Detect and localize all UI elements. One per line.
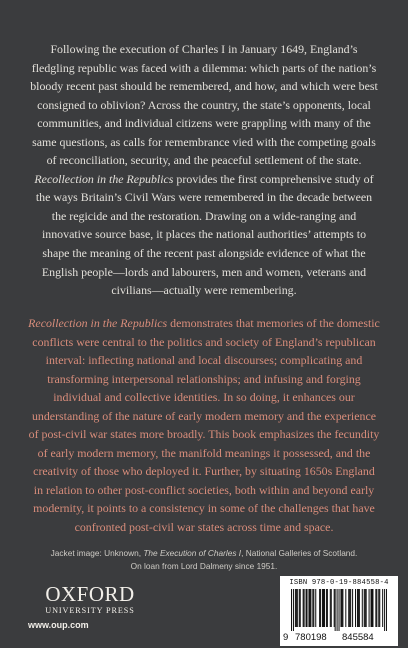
barcode-bar [315, 589, 316, 627]
barcode-bar [386, 589, 387, 631]
barcode-bar [345, 589, 346, 627]
barcode-bar [350, 589, 351, 627]
barcode-bar [357, 589, 358, 627]
barcode-bar [331, 589, 332, 627]
barcode-bar [371, 589, 372, 627]
publisher-name: OXFORD [45, 582, 135, 606]
credit-work-title: The Execution of Charles I [143, 548, 242, 558]
barcode-bar [375, 589, 376, 627]
credit-suffix: , National Galleries of Scotland. [241, 548, 358, 558]
barcode-bar [371, 589, 372, 627]
barcode-bar [337, 589, 338, 631]
barcode-bar [320, 589, 321, 627]
barcode-bar [340, 589, 341, 627]
barcode-bar [359, 589, 360, 627]
blurb-p1-book-title: Recollection in the Republics [34, 171, 174, 186]
barcode-bar [341, 589, 342, 627]
publisher-website: www.oup.com [28, 620, 89, 630]
barcode-bar [312, 589, 313, 627]
blurb-p2-text: demonstrates that memories of the domestic conflicts were central to the politics and society of England’s republican interval: inflecting national and local discourses; complicating and transforming interpersonal relationships; and infusing and forging individual and collective identities. In so doing, it enhances our understanding of the nature of early modern memory and the experience of post-civil war states more broadly. This book emphasizes the fecundity of early modern memory, the manifold meanings it possessed, and the creativity of those who deployed it. Further, by situating 1650s England in relation to other post-conflict societies, both within and beyond early modernity, it points to a consistency in some of the challenges that have confronted post-civil war states across time and space. [28, 316, 380, 535]
isbn-label: ISBN 978-0-19-884558-4 [289, 579, 389, 587]
publisher-subtitle: UNIVERSITY PRESS [45, 606, 135, 615]
blurb-paragraph-1 [28, 40, 380, 300]
blurb-p2-book-title: Recollection in the Republics [28, 316, 168, 330]
barcode-bar [322, 589, 323, 627]
barcode-bar [291, 589, 292, 631]
barcode-bar [293, 589, 294, 631]
jacket-image-loan-note: On loan from Lord Dalmeny since 1951. [130, 561, 278, 571]
barcode-bar [366, 589, 367, 627]
barcode-digit-lead: 9 [283, 632, 289, 643]
barcode-bar [307, 589, 308, 627]
blurb-p1-text-b: provides the first comprehensive study of the ways Britain’s Civil Wars were remembered in the decade between the regicide and the restoration. Drawing on a wide-ranging and innovative source base, it places the national authorities’ attempts to shape the meaning of the recent past alongside evidence of what the English people—lords and labourers, men and women, veterans and civilians—actually were remembering. [35, 171, 374, 298]
publisher-logo [30, 583, 150, 616]
barcode-graphic [291, 589, 387, 631]
barcode-bar [326, 589, 327, 627]
barcode-bar [295, 589, 296, 627]
barcode-digit-group-2: 845584 [342, 632, 374, 643]
barcode-bar [319, 589, 320, 627]
barcode-bars [291, 589, 387, 631]
barcode-bar [300, 589, 301, 627]
barcode-bar [335, 589, 336, 631]
isbn-barcode [280, 576, 398, 646]
barcode-bar [382, 589, 383, 627]
barcode-bar [324, 589, 325, 627]
barcode-bar [365, 589, 366, 627]
jacket-image-credit [0, 546, 408, 560]
barcode-bar [339, 589, 340, 631]
barcode-bar [355, 589, 356, 627]
barcode-bar [313, 589, 314, 627]
barcode-bar [330, 589, 331, 627]
barcode-bar [296, 589, 297, 627]
barcode-bar [364, 589, 365, 627]
barcode-bar [379, 589, 380, 627]
barcode-bar [309, 589, 310, 627]
barcode-bar [384, 589, 385, 631]
barcode-bar [369, 589, 370, 627]
barcode-bar [342, 589, 343, 627]
barcode-bar [297, 589, 298, 627]
barcode-bar [376, 589, 377, 627]
barcode-bar [303, 589, 304, 627]
barcode-bar [362, 589, 363, 627]
barcode-bar [299, 589, 300, 627]
barcode-digit-group-1: 780198 [295, 632, 327, 643]
barcode-bar [358, 589, 359, 627]
barcode-bar [372, 589, 373, 627]
barcode-bar [308, 589, 309, 627]
barcode-bar [378, 589, 379, 627]
barcode-bar [306, 589, 307, 627]
barcode-bar [352, 589, 353, 627]
barcode-bar [323, 589, 324, 627]
blurb-p1-text-a: Following the execution of Charles I in January 1649, England’s fledgling republic was faced with a dilemma: which parts of the nation’s bloody recent past should be remembered, and how, and which were best consigned to oblivion? Across the country, the state’s opponents, local communities, and individual citizens were grappling with many of the same questions, as calls for remembrance vied with the competing goals of reconciliation, security, and the peaceful settlement of the state. [30, 42, 378, 168]
barcode-bar [334, 589, 335, 627]
barcode-bar [304, 589, 305, 627]
barcode-bar [327, 589, 328, 627]
blurb-paragraph-2 [28, 314, 380, 537]
barcode-bar [310, 589, 311, 627]
barcode-bar [349, 589, 350, 627]
credit-prefix: Jacket image: Unknown, [50, 548, 144, 558]
barcode-bar [348, 589, 349, 627]
